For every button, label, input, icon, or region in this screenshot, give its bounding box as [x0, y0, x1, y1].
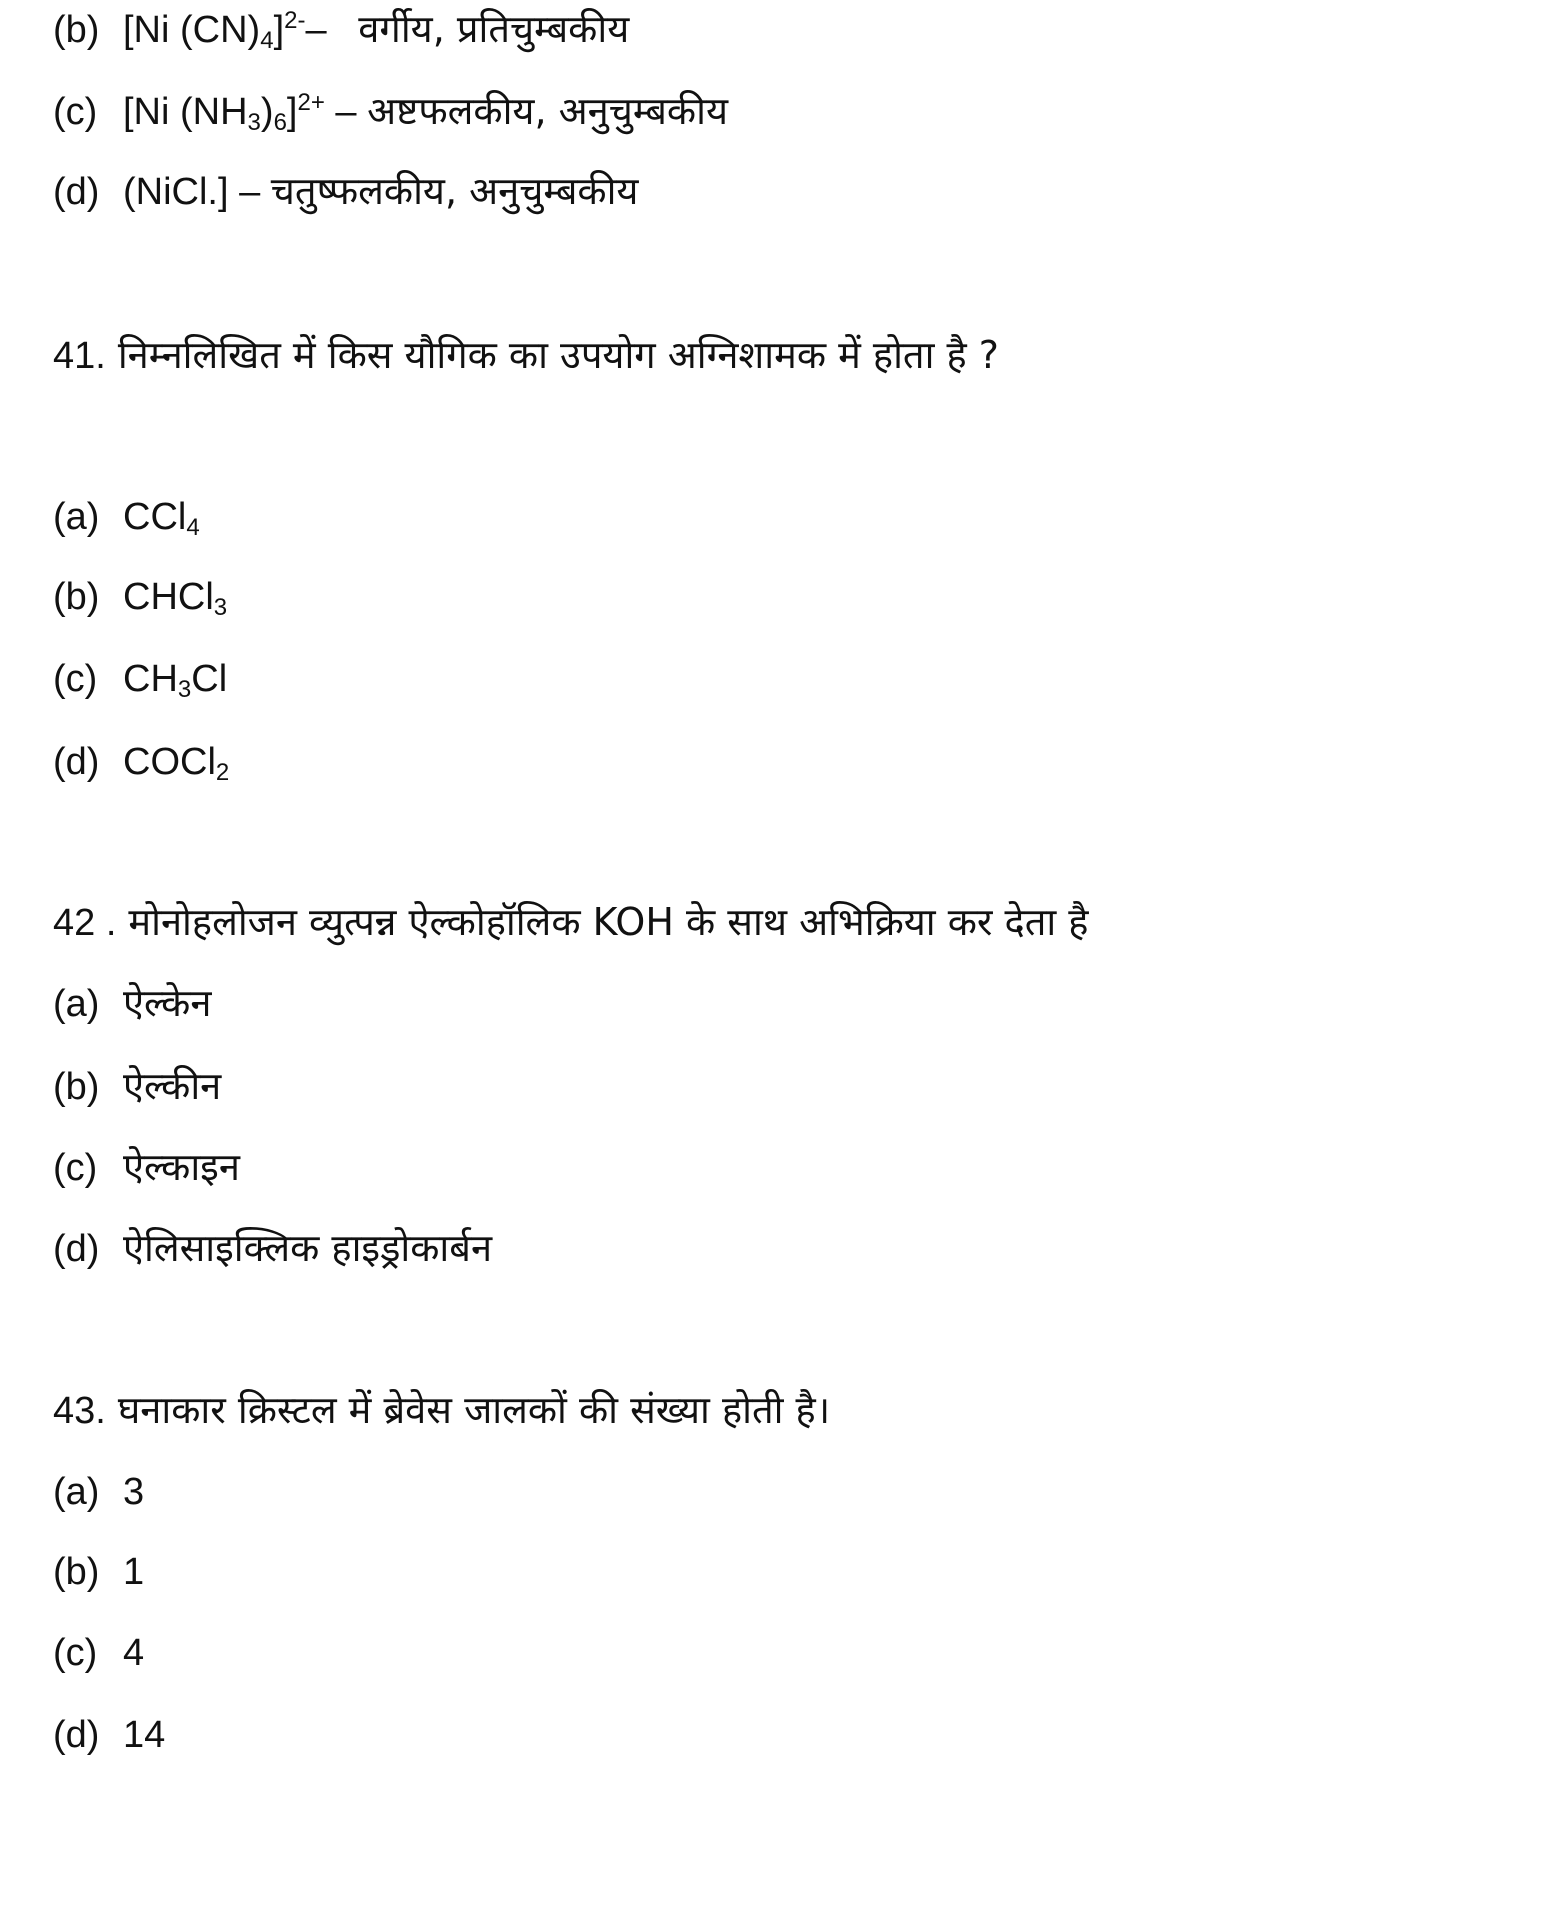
option-label: (c) — [53, 91, 98, 133]
question-number: 43. — [53, 1390, 106, 1432]
formula: [Ni $(NH_3)_6]^{2+}$ – — [123, 89, 357, 136]
option-42-d — [53, 1226, 492, 1271]
question-42 — [53, 900, 1088, 945]
option-text: 4 — [123, 1632, 145, 1674]
option-label: (d) — [53, 1714, 100, 1756]
formula: [Ni $(CN)_4]^{2-}-$ — [123, 7, 327, 54]
option-text: 1 — [123, 1551, 145, 1593]
option-label: (c) — [53, 1147, 98, 1189]
option-text: अष्टफलकीय, अनुचुम्बकीय — [367, 89, 729, 133]
option-label: (b) — [53, 576, 100, 618]
option-42-b — [53, 1064, 221, 1109]
option-text: ऐल्केन — [123, 981, 212, 1025]
option-label: (c) — [53, 1632, 98, 1674]
option-41-d: (d) COCl$_2$ — [53, 741, 230, 786]
question-text: मोनोहलोजन व्युत्पन्न ऐल्कोहॉलिक KOH के साथ अभिक्रिया कर देता है — [128, 900, 1089, 944]
option-43-b — [53, 1550, 144, 1594]
question-41 — [53, 333, 999, 378]
question-text: घनाकार क्रिस्टल में ब्रेवेस जालकों की संख्या होती है। — [117, 1388, 831, 1432]
option-41-b: (b) CHCl$_3$ — [53, 576, 228, 621]
option-label: (d) — [53, 1228, 100, 1270]
option-text: ऐल्काइन — [123, 1145, 240, 1189]
question-number: 42 . — [53, 902, 117, 944]
option-text: ऐलिसाइक्लिक हाइड्रोकार्बन — [123, 1226, 493, 1270]
option-prev-b — [53, 7, 629, 52]
option-label: (a) — [53, 1471, 100, 1513]
option-43-a — [53, 1470, 144, 1514]
option-label: (d) — [53, 741, 100, 783]
option-42-c — [53, 1145, 240, 1190]
option-prev-d — [53, 169, 638, 214]
option-43-c — [53, 1631, 144, 1675]
option-label: (b) — [53, 1066, 100, 1108]
option-text: 3 — [123, 1471, 145, 1513]
option-label: (b) — [53, 1551, 100, 1593]
option-text: 14 — [123, 1714, 166, 1756]
question-text: निम्नलिखित में किस यौगिक का उपयोग अग्निशामक में होता है ? — [117, 333, 999, 377]
option-text: चतुष्फलकीय, अनुचुम्बकीय — [270, 169, 639, 213]
question-number: 41. — [53, 335, 106, 377]
option-label: (b) — [53, 9, 100, 51]
option-42-a — [53, 981, 211, 1026]
formula: (NiCl.] – — [123, 171, 261, 213]
option-41-c: (c) $CH_3Cl$ — [53, 658, 228, 703]
option-label: (d) — [53, 171, 100, 213]
option-41-a: (a) CCl$_4$ — [53, 496, 200, 541]
option-text: वर्गीय, प्रतिचुम्बकीय — [358, 7, 630, 51]
option-label: (a) — [53, 496, 100, 538]
question-43 — [53, 1388, 830, 1433]
option-label: (a) — [53, 983, 100, 1025]
option-prev-c — [53, 89, 728, 134]
option-43-d — [53, 1713, 165, 1757]
option-text: ऐल्कीन — [123, 1064, 222, 1108]
option-label: (c) — [53, 658, 98, 700]
